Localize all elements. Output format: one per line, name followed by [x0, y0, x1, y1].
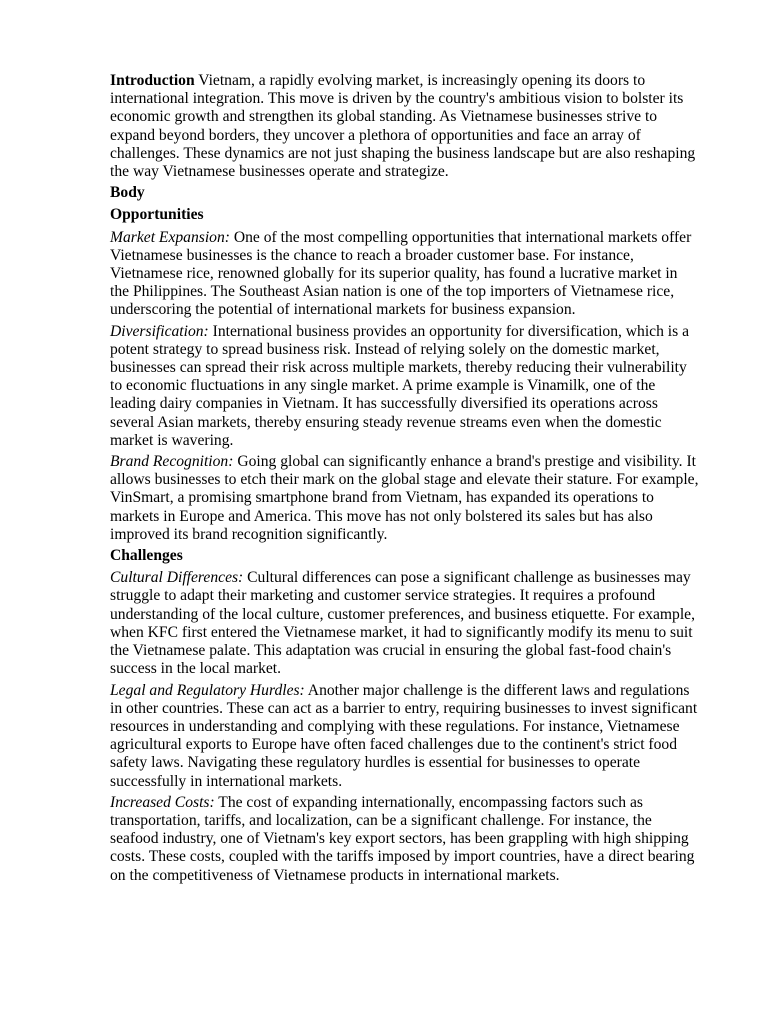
challenge-term: Legal and Regulatory Hurdles: — [110, 681, 305, 699]
challenge-text: Another major challenge is the different laws and regulations in other countries. These can act as a barrier to entry, requiring businesses to invest significant resources in understanding and complying with these regulations. For instance, Vietnamese agricultural exports to Europe have often faced challenges due to the continent's strict food safety laws. Navigating these regulatory hurdles is essential for businesses to operate successfully in international markets. — [110, 681, 698, 790]
intro-label: Introduction — [110, 72, 195, 89]
opportunity-market-expansion — [110, 229, 700, 320]
opportunity-diversification — [110, 323, 700, 450]
challenge-text: Cultural differences can pose a significant challenge as businesses may struggle to adapt their marketing and customer service strategies. It requires a profound understanding of the local culture, customer preferences, and business etiquette. For example, when KFC first entered the Vietnamese market, it had to significantly modify its menu to suit the Vietnamese palate. This adaptation was crucial in ensuring the global fast-food chain's success in the local market. — [110, 569, 696, 678]
challenge-text: The cost of expanding internationally, encompassing factors such as transportation, tariffs, and localization, can be a significant challenge. For instance, the seafood industry, one of Vietnam's key export sectors, has been grappling with high shipping costs. These costs, coupled with the tariffs imposed by import countries, have a direct bearing on the competitiveness of Vietnamese products in international markets. — [110, 793, 695, 884]
opportunity-term: Brand Recognition: — [110, 453, 234, 471]
body-heading: Body — [110, 184, 145, 202]
document-page — [110, 72, 700, 888]
challenge-legal-regulatory — [110, 682, 700, 791]
opportunity-brand-recognition — [110, 453, 700, 544]
challenge-increased-costs — [110, 794, 700, 885]
intro-paragraph — [110, 72, 700, 181]
opportunity-term: Market Expansion: — [110, 228, 230, 246]
opportunity-text: Going global can significantly enhance a brand's prestige and visibility. It allows businesses to etch their mark on the global stage and elevate their stature. For example, VinSmart, a promising smartphone brand from Vietnam, has expanded its operations to markets in Europe and America. This move has not only bolstered its sales but has also improved its brand recognition significantly. — [110, 453, 699, 543]
challenge-cultural-differences — [110, 569, 700, 678]
opportunity-text: One of the most compelling opportunities that international markets offer Vietnamese businesses is the chance to reach a broader customer base. For instance, Vietnamese rice, renowned globally for its superior quality, has found a lucrative market in the Philippines. The Southeast Asian nation is one of the top importers of Vietnamese rice, underscoring the potential of international markets for business expansion. — [110, 228, 692, 319]
challenge-term: Increased Costs: — [110, 793, 215, 811]
challenges-heading: Challenges — [110, 547, 183, 565]
opportunity-text: International business provides an opportunity for diversification, which is a potent strategy to spread business risk. Instead of relying solely on the domestic market, businesses can spread their risk across multiple markets, thereby reducing their vulnerability to economic fluctuations in any single market. A prime example is Vinamilk, one of the leading dairy companies in Vietnam. It has successfully diversified its operations across several Asian markets, thereby ensuring steady revenue streams even when the domestic market is wavering. — [110, 322, 690, 449]
opportunity-term: Diversification: — [110, 322, 209, 340]
opportunities-heading: Opportunities — [110, 206, 204, 224]
intro-text: Vietnam, a rapidly evolving market, is increasingly opening its doors to international integration. This move is driven by the country's ambitious vision to bolster its economic growth and strengthen its global standing. As Vietnamese businesses strive to expand beyond borders, they uncover a plethora of opportunities and face an array of challenges. These dynamics are not just shaping the business landscape but are also reshaping the way Vietnamese businesses operate and strategize. — [110, 72, 696, 181]
challenge-term: Cultural Differences: — [110, 569, 244, 587]
